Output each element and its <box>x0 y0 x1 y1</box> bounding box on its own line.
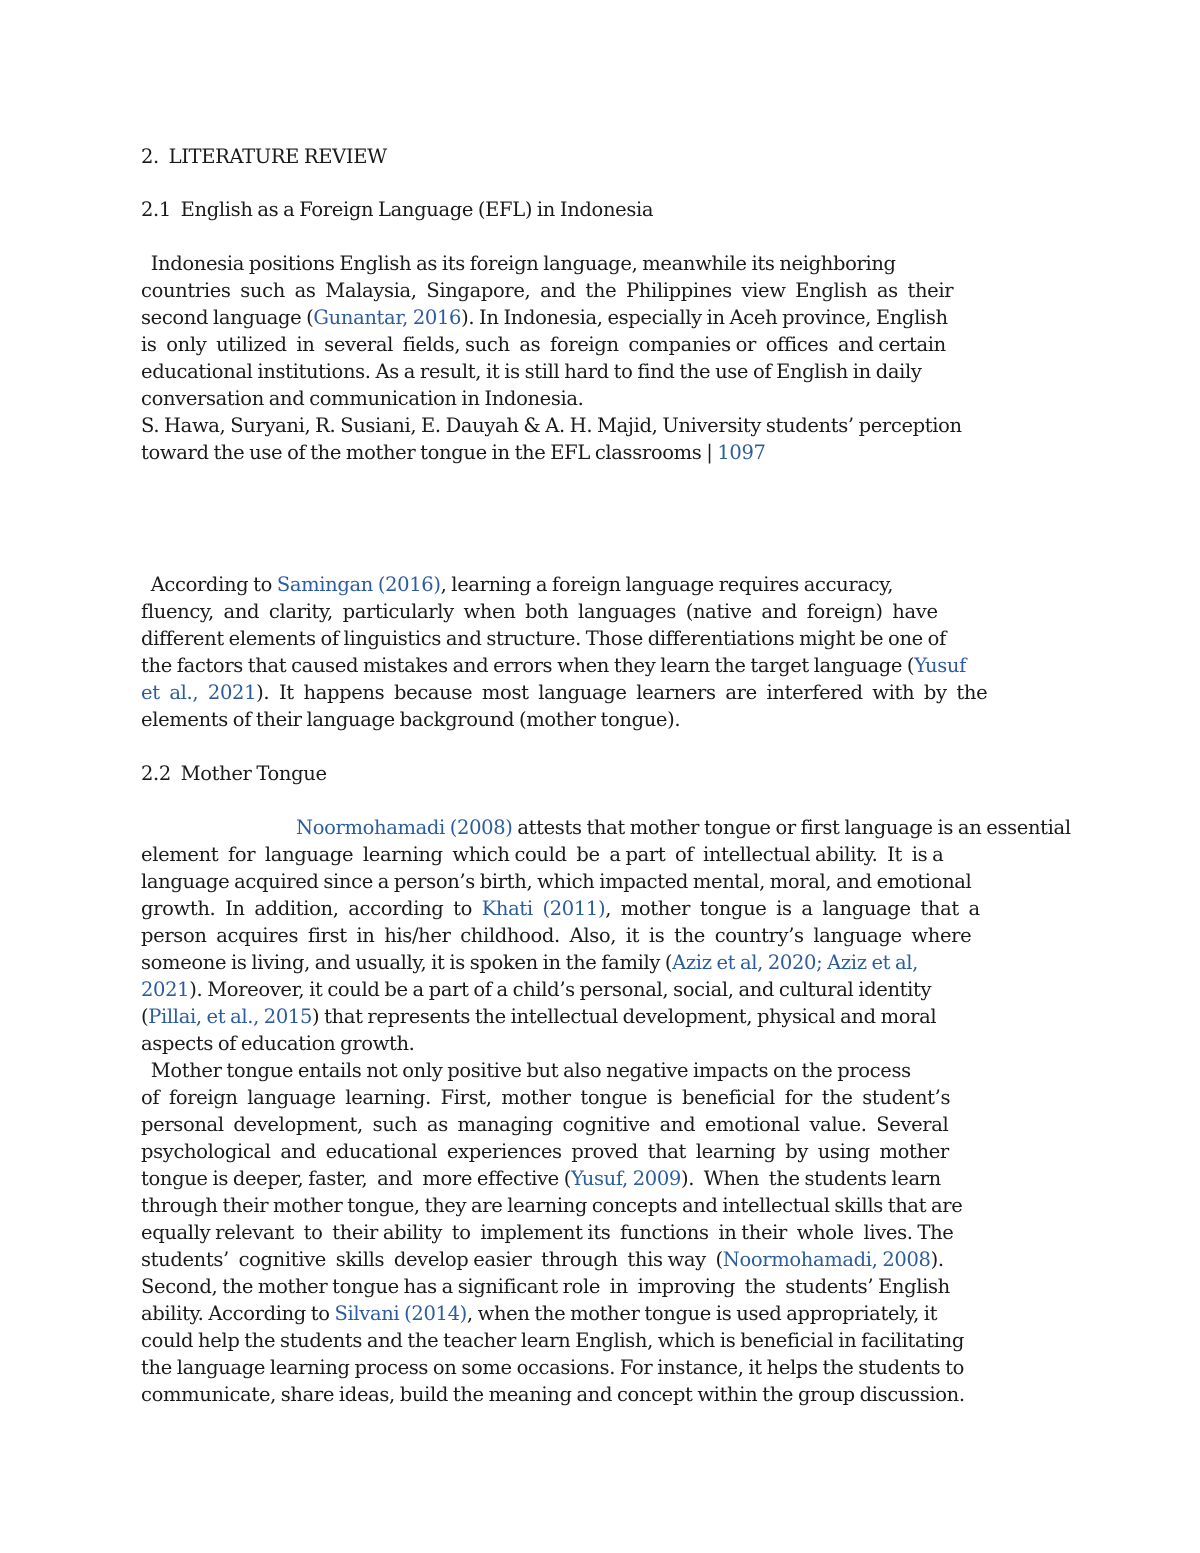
line-text: language acquired since a person’s birth, which impacted mental, moral, and emotional <box>141 870 972 893</box>
line-text: conversation and communication in Indonesia. <box>141 387 584 410</box>
line-text: of foreign language learning. First, mother tongue is beneficial for the student’s <box>141 1086 951 1109</box>
line-text: ). It happens because most language learners are interfered with by the <box>256 681 988 704</box>
paragraph-line <box>141 679 987 706</box>
line-text: psychological and educational experiences proved that learning by using mother <box>141 1140 949 1163</box>
paragraph-line <box>141 868 971 895</box>
paragraph-line <box>141 385 584 412</box>
line-text: educational institutions. As a result, it is still hard to find the use of English in daily <box>141 360 922 383</box>
subsection-title-text: 2.2 Mother Tongue <box>141 762 327 785</box>
paragraph-line <box>141 976 931 1003</box>
paragraph-line <box>141 1300 937 1327</box>
paragraph-line <box>141 277 953 304</box>
paragraph-line <box>141 1030 415 1057</box>
paragraph-line <box>141 1111 948 1138</box>
paragraph-line <box>141 1057 911 1084</box>
paragraph-line <box>141 625 946 652</box>
paragraph-line <box>141 1327 964 1354</box>
line-text: According to <box>141 573 277 596</box>
paragraph-line <box>141 1138 949 1165</box>
line-text: could help the students and the teacher learn English, which is beneficial in facilitating <box>141 1329 964 1352</box>
paragraph-line <box>141 949 918 976</box>
line-text: through their mother tongue, they are learning concepts and intellectual skills that are <box>141 1194 963 1217</box>
line-text: toward the use of the mother tongue in the EFL classrooms | <box>141 441 718 464</box>
line-text: is only utilized in several fields, such as foreign companies or offices and certain <box>141 333 946 356</box>
running-header-line <box>141 412 962 439</box>
line-text: ( <box>141 1005 149 1028</box>
line-text: attests that mother tongue or first language is an essential <box>512 816 1071 839</box>
citation-link[interactable]: Aziz et al, 2020; Aziz et al, <box>672 951 918 974</box>
paragraph-line <box>141 706 680 733</box>
section-heading <box>141 143 387 170</box>
paragraph-line <box>141 1084 950 1111</box>
line-text: communicate, share ideas, build the meaning and concept within the group discussion. <box>141 1383 965 1406</box>
citation-link[interactable]: Noormohamadi, 2008 <box>722 1248 931 1271</box>
line-text: students’ cognitive skills develop easier through this way ( <box>141 1248 723 1271</box>
line-text: Indonesia positions English as its foreign language, meanwhile its neighboring <box>141 252 896 275</box>
line-text: Mother tongue entails not only positive but also negative impacts on the process <box>141 1059 911 1082</box>
line-text: ). When the students learn <box>680 1167 941 1190</box>
line-text: element for language learning which could be a part of intellectual ability. It is a <box>141 843 944 866</box>
line-text: personal development, such as managing cognitive and emotional value. Several <box>141 1113 949 1136</box>
line-text: , learning a foreign language requires accuracy, <box>440 573 894 596</box>
citation-link[interactable]: 2021 <box>141 978 190 1001</box>
line-text: tongue is deeper, faster, and more effective ( <box>141 1167 571 1190</box>
citation-link[interactable]: Gunantar, 2016 <box>313 306 462 329</box>
paragraph-line <box>296 814 1071 841</box>
paragraph-line <box>141 841 943 868</box>
paragraph-line <box>141 250 896 277</box>
line-text: growth. In addition, according to <box>141 897 482 920</box>
line-text: , mother tongue is a language that a <box>605 897 980 920</box>
citation-link[interactable]: Khati (2011) <box>481 897 606 920</box>
line-text: different elements of linguistics and structure. Those differentiations might be one of <box>141 627 946 650</box>
line-text: the factors that caused mistakes and errors when they learn the target language ( <box>141 654 915 677</box>
line-text: ability. According to <box>141 1302 335 1325</box>
citation-link[interactable]: et al., 2021 <box>141 681 257 704</box>
line-text: second language ( <box>141 306 314 329</box>
paragraph-line <box>141 922 971 949</box>
line-text: someone is living, and usually, it is spoken in the family ( <box>141 951 673 974</box>
paragraph-line <box>141 1165 941 1192</box>
paragraph-line <box>141 1273 950 1300</box>
citation-link[interactable]: Silvani (2014) <box>334 1302 467 1325</box>
citation-link[interactable]: Noormohamadi (2008) <box>296 816 513 839</box>
paragraph-line <box>141 895 980 922</box>
paragraph-line <box>141 598 938 625</box>
paragraph-line <box>141 1354 964 1381</box>
line-text: aspects of education growth. <box>141 1032 415 1055</box>
line-text: equally relevant to their ability to implement its functions in their whole lives. The <box>141 1221 954 1244</box>
line-text: , when the mother tongue is used appropriately, it <box>466 1302 938 1325</box>
line-text: countries such as Malaysia, Singapore, and the Philippines view English as their <box>141 279 954 302</box>
subsection-title-2-1 <box>141 196 653 223</box>
citation-link[interactable]: Samingan (2016) <box>276 573 441 596</box>
paragraph-line <box>141 1003 936 1030</box>
paragraph-line <box>141 304 948 331</box>
paragraph-line <box>141 1192 962 1219</box>
line-text: ) that represents the intellectual development, physical and moral <box>312 1005 937 1028</box>
section-heading-text: 2. LITERATURE REVIEW <box>141 145 387 168</box>
paragraph-line <box>141 331 946 358</box>
line-text: fluency, and clarity, particularly when both languages (native and foreign) have <box>141 600 938 623</box>
paragraph-line <box>141 1246 944 1273</box>
page-number: 1097 <box>717 441 766 464</box>
subsection-title-text: 2.1 English as a Foreign Language (EFL) in Indonesia <box>141 198 654 221</box>
line-text: S. Hawa, Suryani, R. Susiani, E. Dauyah & A. H. Majid, University students’ perception <box>141 414 962 437</box>
citation-link[interactable]: Pillai, et al., 2015 <box>148 1005 313 1028</box>
running-header-line <box>141 439 766 466</box>
line-text: ). <box>930 1248 944 1271</box>
line-text: person acquires first in his/her childhood. Also, it is the country’s language where <box>141 924 972 947</box>
paragraph-line <box>141 652 966 679</box>
citation-link[interactable]: Yusuf, 2009 <box>570 1167 681 1190</box>
paragraph-line <box>141 1381 965 1408</box>
line-text: elements of their language background (mother tongue). <box>141 708 681 731</box>
citation-link[interactable]: Yusuf <box>914 654 966 677</box>
line-text: Second, the mother tongue has a significant role in improving the students’ English <box>141 1275 950 1298</box>
line-text: ). Moreover, it could be a part of a child’s personal, social, and cultural identity <box>189 978 932 1001</box>
paragraph-line <box>141 571 893 598</box>
paragraph-line <box>141 358 922 385</box>
line-text: ). In Indonesia, especially in Aceh province, English <box>461 306 948 329</box>
line-text: the language learning process on some occasions. For instance, it helps the students to <box>141 1356 965 1379</box>
paragraph-line <box>141 1219 953 1246</box>
subsection-title-2-2 <box>141 760 327 787</box>
